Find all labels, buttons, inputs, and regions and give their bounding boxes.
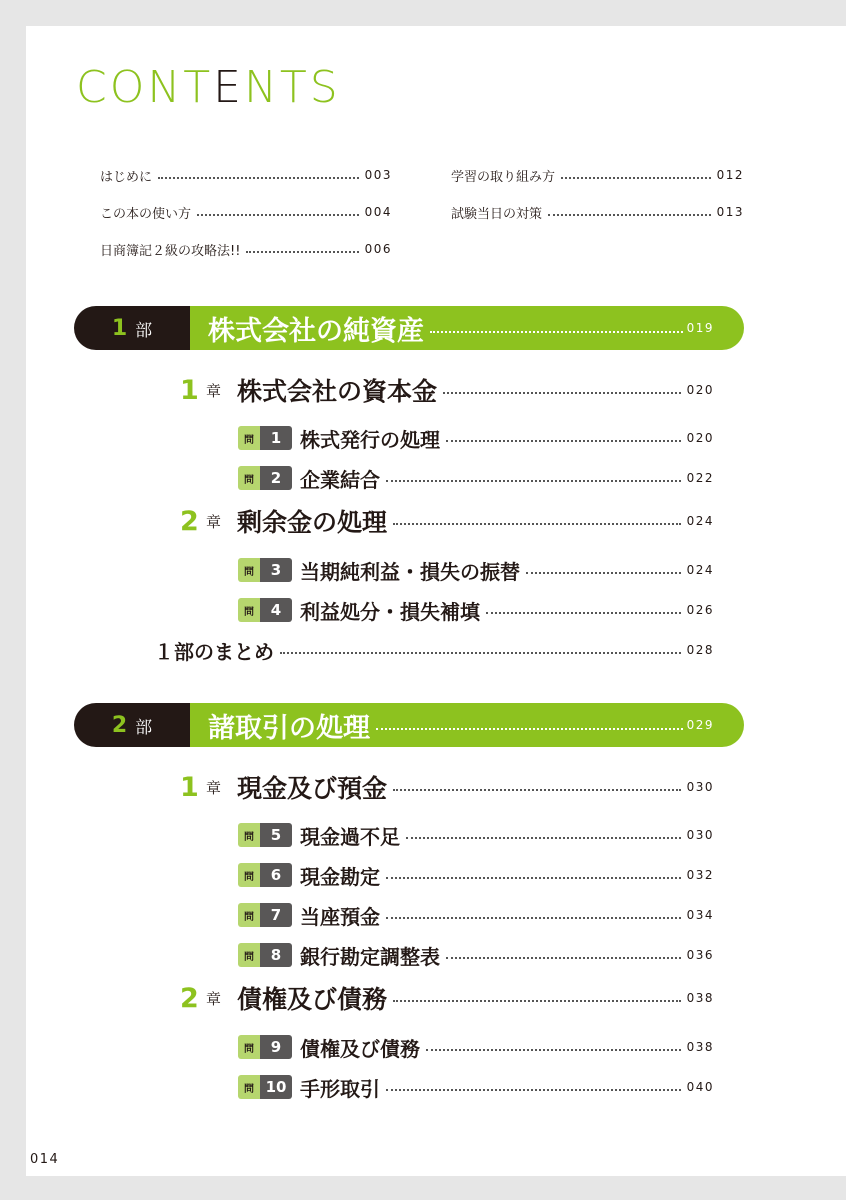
question-title: 手形取引 — [300, 1076, 380, 1101]
leader-dots — [393, 1000, 681, 1002]
chapter-entry[interactable] — [180, 771, 714, 803]
chapter-label: 章 — [206, 512, 222, 531]
part-number: 1 — [111, 315, 128, 341]
page-number: 014 — [30, 1152, 60, 1167]
leader-dots — [246, 251, 358, 253]
chapter-entry[interactable] — [180, 505, 714, 537]
question-number: 6 — [260, 863, 292, 887]
chapter-title: 現金及び預金 — [237, 774, 388, 803]
question-badge — [238, 426, 292, 450]
part-summary-entry[interactable] — [154, 636, 714, 664]
chapter-entry[interactable] — [180, 374, 714, 406]
question-title: 銀行勘定調整表 — [300, 944, 440, 969]
leader-dots — [526, 572, 681, 574]
question-number: 4 — [260, 598, 292, 622]
question-entry[interactable] — [238, 902, 714, 928]
question-label: 問 — [238, 1035, 260, 1059]
chapter-title: 株式会社の資本金 — [237, 377, 438, 406]
question-entry[interactable] — [238, 1074, 714, 1100]
part-number: 2 — [111, 712, 128, 738]
title-part-dark: E — [213, 62, 244, 113]
question-badge — [238, 903, 292, 927]
leader-dots — [426, 1049, 681, 1051]
front-item-label: 学習の取り組み方 — [451, 169, 556, 185]
chapter-number: 1 — [180, 771, 199, 803]
leader-dots — [548, 214, 711, 216]
part-title-block — [190, 703, 744, 747]
front-item[interactable] — [100, 165, 392, 185]
leader-dots — [486, 612, 681, 614]
front-item-page: 006 — [364, 242, 392, 256]
front-item[interactable] — [100, 239, 392, 259]
question-number: 1 — [260, 426, 292, 450]
leader-dots — [386, 877, 681, 879]
question-entry[interactable] — [238, 822, 714, 848]
question-number: 5 — [260, 823, 292, 847]
question-badge — [238, 863, 292, 887]
summary-page: 028 — [686, 643, 714, 657]
question-number: 10 — [260, 1075, 292, 1099]
question-title: 当期純利益・損失の振替 — [300, 559, 520, 584]
chapter-label: 章 — [206, 381, 222, 400]
question-label: 問 — [238, 863, 260, 887]
front-item[interactable] — [100, 202, 392, 222]
summary-title: １部のまとめ — [154, 639, 274, 664]
chapter-label: 章 — [206, 778, 222, 797]
front-item-label: はじめに — [100, 169, 153, 185]
leader-dots — [406, 837, 681, 839]
question-page: 040 — [686, 1080, 714, 1094]
question-number: 2 — [260, 466, 292, 490]
question-badge — [238, 558, 292, 582]
question-number: 9 — [260, 1035, 292, 1059]
question-badge — [238, 466, 292, 490]
part-title: 諸取引の処理 — [208, 712, 370, 744]
question-number: 8 — [260, 943, 292, 967]
title-part-green: CONT — [76, 62, 214, 113]
question-entry[interactable] — [238, 862, 714, 888]
front-item-page: 012 — [716, 168, 744, 182]
chapter-entry[interactable] — [180, 982, 714, 1014]
question-entry[interactable] — [238, 557, 714, 583]
question-title: 現金勘定 — [300, 864, 380, 889]
chapter-number: 2 — [180, 505, 199, 537]
leader-dots — [158, 177, 359, 179]
title-part-green-2: NTS — [243, 62, 341, 113]
question-page: 026 — [686, 603, 714, 617]
part-label: 部 — [135, 717, 153, 738]
leader-dots — [280, 652, 681, 654]
question-title: 当座預金 — [300, 904, 380, 929]
chapter-label: 章 — [206, 989, 222, 1008]
part-page: 019 — [686, 321, 714, 335]
question-page: 020 — [686, 431, 714, 445]
leader-dots — [376, 728, 683, 730]
question-page: 022 — [686, 471, 714, 485]
question-label: 問 — [238, 903, 260, 927]
question-title: 現金過不足 — [300, 824, 400, 849]
question-title: 債権及び債務 — [300, 1036, 420, 1061]
question-title: 株式発行の処理 — [300, 427, 440, 452]
front-item-page: 004 — [364, 205, 392, 219]
chapter-page: 030 — [686, 780, 714, 794]
question-page: 036 — [686, 948, 714, 962]
leader-dots — [386, 480, 681, 482]
chapter-title: 剰余金の処理 — [237, 508, 388, 537]
question-entry[interactable] — [238, 597, 714, 623]
part-label: 部 — [135, 320, 153, 341]
front-item-page: 003 — [364, 168, 392, 182]
contents-title — [76, 62, 341, 113]
leader-dots — [443, 392, 681, 394]
front-item-page: 013 — [716, 205, 744, 219]
question-page: 030 — [686, 828, 714, 842]
question-label: 問 — [238, 598, 260, 622]
leader-dots — [393, 789, 681, 791]
leader-dots — [393, 523, 681, 525]
chapter-number: 1 — [180, 374, 199, 406]
question-page: 024 — [686, 563, 714, 577]
part-title: 株式会社の純資産 — [208, 315, 424, 347]
question-number: 3 — [260, 558, 292, 582]
chapter-page: 020 — [686, 383, 714, 397]
question-label: 問 — [238, 426, 260, 450]
question-entry[interactable] — [238, 465, 714, 491]
question-page: 034 — [686, 908, 714, 922]
question-label: 問 — [238, 943, 260, 967]
question-page: 032 — [686, 868, 714, 882]
chapter-title: 債権及び債務 — [237, 985, 388, 1014]
part-number-block — [74, 306, 190, 350]
chapter-number: 2 — [180, 982, 199, 1014]
chapter-page: 038 — [686, 991, 714, 1005]
question-entry[interactable] — [238, 1034, 714, 1060]
question-number: 7 — [260, 903, 292, 927]
leader-dots — [386, 917, 681, 919]
question-badge — [238, 943, 292, 967]
leader-dots — [446, 957, 681, 959]
part-page: 029 — [686, 718, 714, 732]
part-number-block — [74, 703, 190, 747]
question-label: 問 — [238, 558, 260, 582]
leader-dots — [561, 177, 711, 179]
part-header[interactable] — [74, 306, 744, 350]
front-item[interactable] — [451, 202, 744, 222]
part-header[interactable] — [74, 703, 744, 747]
leader-dots — [446, 440, 681, 442]
front-item-label: この本の使い方 — [100, 206, 192, 222]
leader-dots — [430, 331, 683, 333]
question-page: 038 — [686, 1040, 714, 1054]
question-badge — [238, 823, 292, 847]
question-badge — [238, 1035, 292, 1059]
question-entry[interactable] — [238, 942, 714, 968]
leader-dots — [386, 1089, 681, 1091]
question-label: 問 — [238, 1075, 260, 1099]
question-entry[interactable] — [238, 425, 714, 451]
part-title-block — [190, 306, 744, 350]
question-badge — [238, 1075, 292, 1099]
front-item-label: 日商簿記２級の攻略法!! — [100, 243, 241, 259]
question-badge — [238, 598, 292, 622]
front-item-label: 試験当日の対策 — [451, 206, 543, 222]
question-title: 利益処分・損失補填 — [300, 599, 480, 624]
question-label: 問 — [238, 466, 260, 490]
leader-dots — [197, 214, 359, 216]
question-title: 企業結合 — [300, 467, 380, 492]
question-label: 問 — [238, 823, 260, 847]
chapter-page: 024 — [686, 514, 714, 528]
front-item[interactable] — [451, 165, 744, 185]
